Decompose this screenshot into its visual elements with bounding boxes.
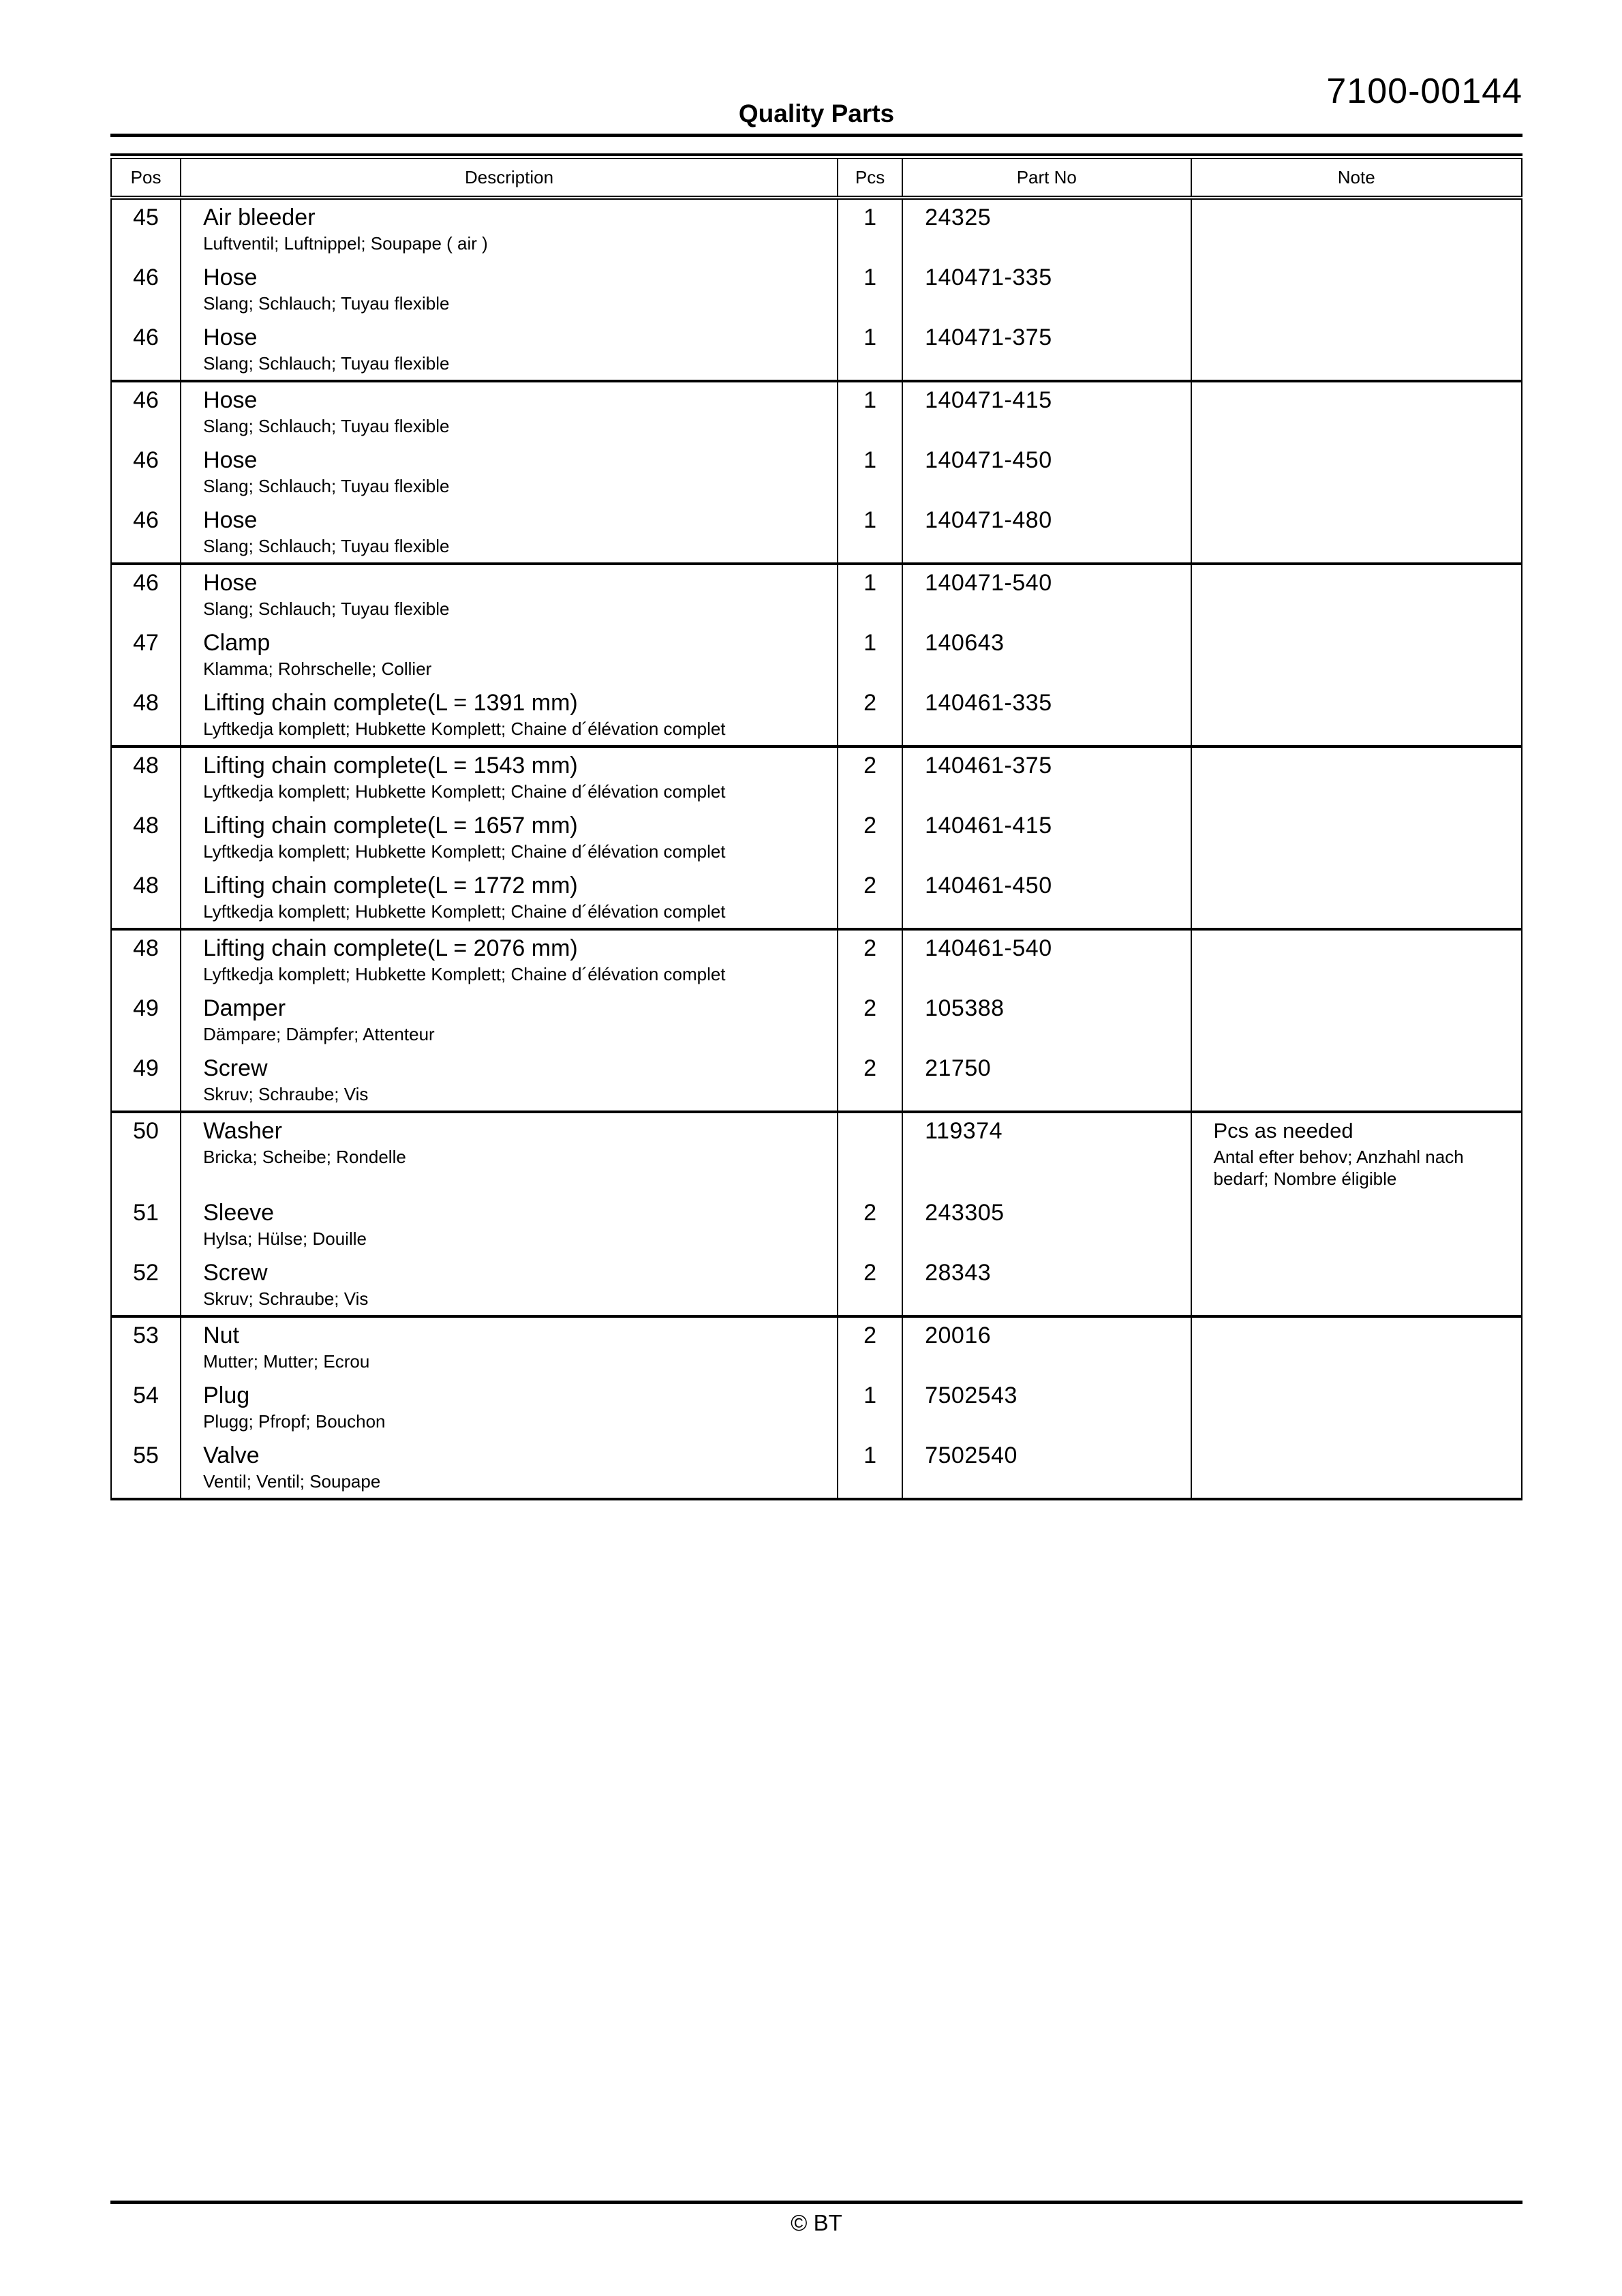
note-cell bbox=[1191, 1112, 1522, 1195]
pos-cell: 49 bbox=[133, 995, 159, 1021]
note-cell bbox=[1191, 808, 1522, 868]
column-header-pos: Pos bbox=[111, 159, 181, 198]
note-cell bbox=[1191, 381, 1522, 442]
note-cell bbox=[1191, 564, 1522, 625]
table-header-row bbox=[111, 159, 1522, 198]
note-cell bbox=[1191, 260, 1522, 320]
note-cell bbox=[1191, 625, 1522, 685]
pcs-cell: 1 bbox=[838, 564, 902, 625]
pos-cell: 53 bbox=[133, 1323, 159, 1348]
pos-cell: 52 bbox=[111, 1255, 181, 1316]
part-no-cell: 140471-375 bbox=[902, 320, 1191, 381]
pcs-cell: 2 bbox=[838, 808, 902, 868]
note-cell bbox=[1191, 746, 1522, 808]
pcs-cell: 1 bbox=[838, 625, 902, 685]
description-sub: Bricka; Scheibe; Rondelle bbox=[203, 1147, 406, 1167]
footer-rule bbox=[110, 2201, 1522, 2204]
part-no-cell: 140461-375 bbox=[902, 746, 1191, 808]
table-row bbox=[111, 808, 1522, 868]
pcs-cell: 1 bbox=[838, 502, 902, 564]
description-cell bbox=[181, 564, 838, 625]
description-cell bbox=[181, 991, 838, 1051]
part-no-cell: 7502540 bbox=[902, 1438, 1191, 1499]
pos-cell: 51 bbox=[133, 1200, 159, 1226]
note-cell bbox=[1191, 868, 1522, 929]
description-cell bbox=[181, 808, 838, 868]
note-cell bbox=[1191, 1378, 1522, 1438]
description-main: Lifting chain complete(L = 1543 mm) bbox=[203, 753, 578, 779]
description-cell bbox=[181, 1051, 838, 1112]
pcs-cell: 1 bbox=[838, 198, 902, 260]
pos-cell: 55 bbox=[133, 1442, 159, 1468]
description-cell bbox=[181, 502, 838, 564]
column-header-note: Note bbox=[1191, 159, 1522, 198]
pcs-cell: 2 bbox=[838, 929, 902, 991]
table-row bbox=[111, 1378, 1522, 1438]
description-cell bbox=[181, 1112, 838, 1195]
description-cell bbox=[181, 198, 838, 260]
note-main: Pcs as needed bbox=[1213, 1119, 1353, 1143]
description-main: Lifting chain complete(L = 2076 mm) bbox=[203, 935, 578, 961]
pos-cell: 48 bbox=[133, 935, 159, 961]
part-no-cell: 140471-415 bbox=[902, 381, 1191, 442]
description-main: Washer bbox=[203, 1118, 282, 1144]
table-row bbox=[111, 1112, 1522, 1195]
description-sub: Ventil; Ventil; Soupape bbox=[203, 1471, 381, 1492]
pcs-cell: 2 bbox=[838, 1316, 902, 1378]
pcs-cell: 1 bbox=[838, 1378, 902, 1438]
description-cell bbox=[181, 1255, 838, 1316]
pcs-cell: 1 bbox=[838, 442, 902, 502]
description-cell bbox=[181, 1195, 838, 1255]
description-main: Air bleeder bbox=[203, 205, 316, 230]
pos-cell: 49 bbox=[111, 1051, 181, 1112]
table-row bbox=[111, 1316, 1522, 1378]
description-sub: Lyftkedja komplett; Hubkette Komplett; Chaine d´élévation complet bbox=[203, 964, 726, 984]
description-sub: Slang; Schlauch; Tuyau flexible bbox=[203, 599, 450, 619]
description-sub: Klamma; Rohrschelle; Collier bbox=[203, 659, 432, 679]
description-main: Valve bbox=[203, 1442, 260, 1468]
table-row bbox=[111, 929, 1522, 991]
note-sub: Antal efter behov; Anzhahl nach bedarf; Nombre éligible bbox=[1213, 1147, 1464, 1189]
description-cell bbox=[181, 929, 838, 991]
description-cell bbox=[181, 381, 838, 442]
note-cell bbox=[1191, 442, 1522, 502]
pos-cell: 46 bbox=[111, 502, 181, 564]
column-header-pcs: Pcs bbox=[838, 159, 902, 198]
note-cell bbox=[1191, 685, 1522, 746]
part-no-cell: 119374 bbox=[902, 1112, 1191, 1195]
part-no-cell: 140461-335 bbox=[902, 685, 1191, 746]
table-row bbox=[111, 502, 1522, 564]
description-cell bbox=[181, 1316, 838, 1378]
pos-cell: 47 bbox=[133, 630, 159, 656]
description-sub: Skruv; Schraube; Vis bbox=[203, 1288, 369, 1309]
pos-cell: 46 bbox=[133, 265, 159, 290]
pcs-cell: 1 bbox=[838, 260, 902, 320]
description-cell bbox=[181, 1438, 838, 1499]
parts-table-body bbox=[111, 198, 1522, 1499]
description-cell bbox=[181, 320, 838, 381]
copyright-text: © BT bbox=[791, 2210, 842, 2235]
parts-table bbox=[110, 158, 1522, 1500]
column-header-description: Description bbox=[181, 159, 838, 198]
pcs-cell: 2 bbox=[838, 868, 902, 929]
description-main: Screw bbox=[203, 1055, 268, 1081]
description-sub: Slang; Schlauch; Tuyau flexible bbox=[203, 476, 450, 496]
pcs-cell: 2 bbox=[838, 685, 902, 746]
table-row bbox=[111, 868, 1522, 929]
note-cell bbox=[1191, 198, 1522, 260]
table-row bbox=[111, 685, 1522, 746]
pcs-cell: 2 bbox=[838, 746, 902, 808]
note-cell bbox=[1191, 502, 1522, 564]
part-no-cell: 105388 bbox=[902, 991, 1191, 1051]
pos-cell: 46 bbox=[133, 387, 159, 413]
part-no-cell: 140643 bbox=[902, 625, 1191, 685]
note-cell bbox=[1191, 1438, 1522, 1499]
part-no-cell: 140461-540 bbox=[902, 929, 1191, 991]
note-cell bbox=[1191, 1195, 1522, 1255]
description-sub: Lyftkedja komplett; Hubkette Komplett; Chaine d´élévation complet bbox=[203, 901, 726, 922]
description-main: Lifting chain complete(L = 1391 mm) bbox=[203, 690, 578, 716]
table-row bbox=[111, 1438, 1522, 1499]
part-no-cell: 28343 bbox=[902, 1255, 1191, 1316]
part-no-cell: 140471-335 bbox=[902, 260, 1191, 320]
column-header-part-no: Part No bbox=[902, 159, 1191, 198]
description-cell bbox=[181, 746, 838, 808]
pcs-cell: 1 bbox=[838, 381, 902, 442]
description-sub: Lyftkedja komplett; Hubkette Komplett; Chaine d´élévation complet bbox=[203, 841, 726, 862]
part-no-cell: 140461-450 bbox=[902, 868, 1191, 929]
description-cell bbox=[181, 260, 838, 320]
note-cell bbox=[1191, 1316, 1522, 1378]
part-no-cell: 140471-450 bbox=[902, 442, 1191, 502]
description-main: Hose bbox=[203, 387, 258, 413]
description-main: Hose bbox=[203, 324, 258, 350]
description-main: Lifting chain complete(L = 1772 mm) bbox=[203, 873, 578, 898]
pos-cell: 45 bbox=[133, 205, 159, 230]
part-no-cell: 21750 bbox=[902, 1051, 1191, 1112]
description-main: Clamp bbox=[203, 630, 271, 656]
note-cell bbox=[1191, 1051, 1522, 1112]
description-main: Hose bbox=[203, 570, 258, 596]
description-main: Hose bbox=[203, 447, 258, 473]
description-cell bbox=[181, 625, 838, 685]
pos-cell: 46 bbox=[133, 447, 159, 473]
pcs-cell: 2 bbox=[838, 1195, 902, 1255]
table-row bbox=[111, 564, 1522, 625]
part-no-cell: 140471-480 bbox=[902, 502, 1191, 564]
description-sub: Plugg; Pfropf; Bouchon bbox=[203, 1411, 386, 1432]
description-sub: Lyftkedja komplett; Hubkette Komplett; Chaine d´élévation complet bbox=[203, 719, 726, 739]
pos-cell: 48 bbox=[111, 685, 181, 746]
table-row bbox=[111, 991, 1522, 1051]
part-no-cell: 20016 bbox=[902, 1316, 1191, 1378]
description-main: Damper bbox=[203, 995, 286, 1021]
note-cell bbox=[1191, 320, 1522, 381]
part-no-cell: 140471-540 bbox=[902, 564, 1191, 625]
pos-cell: 48 bbox=[111, 868, 181, 929]
description-sub: Slang; Schlauch; Tuyau flexible bbox=[203, 353, 450, 374]
description-cell bbox=[181, 442, 838, 502]
description-main: Nut bbox=[203, 1323, 240, 1348]
pcs-cell: 1 bbox=[838, 320, 902, 381]
header-rule bbox=[110, 134, 1522, 137]
description-sub: Slang; Schlauch; Tuyau flexible bbox=[203, 293, 450, 314]
description-sub: Skruv; Schraube; Vis bbox=[203, 1084, 369, 1104]
pcs-cell: 2 bbox=[838, 991, 902, 1051]
description-main: Plug bbox=[203, 1383, 250, 1408]
description-main: Hose bbox=[203, 507, 258, 533]
description-sub: Slang; Schlauch; Tuyau flexible bbox=[203, 416, 450, 436]
table-row bbox=[111, 1195, 1522, 1255]
pos-cell: 46 bbox=[111, 320, 181, 381]
description-sub: Hylsa; Hülse; Douille bbox=[203, 1228, 367, 1249]
table-row bbox=[111, 320, 1522, 381]
description-main: Sleeve bbox=[203, 1200, 275, 1226]
table-row bbox=[111, 1051, 1522, 1112]
table-row bbox=[111, 1255, 1522, 1316]
part-no-cell: 243305 bbox=[902, 1195, 1191, 1255]
description-sub: Slang; Schlauch; Tuyau flexible bbox=[203, 536, 450, 556]
description-cell bbox=[181, 1378, 838, 1438]
pcs-cell: 1 bbox=[838, 1438, 902, 1499]
pcs-cell bbox=[838, 1112, 902, 1195]
document-header bbox=[110, 0, 1522, 153]
description-sub: Lyftkedja komplett; Hubkette Komplett; Chaine d´élévation complet bbox=[203, 781, 726, 802]
pos-cell: 54 bbox=[133, 1383, 159, 1408]
description-cell bbox=[181, 685, 838, 746]
part-no-cell: 7502543 bbox=[902, 1378, 1191, 1438]
part-no-cell: 24325 bbox=[902, 198, 1191, 260]
document-number: 7100-00144 bbox=[1326, 72, 1522, 111]
note-cell bbox=[1191, 929, 1522, 991]
pos-cell: 48 bbox=[133, 753, 159, 779]
table-row bbox=[111, 625, 1522, 685]
note-cell bbox=[1191, 1255, 1522, 1316]
pos-cell: 46 bbox=[133, 570, 159, 596]
pcs-cell: 2 bbox=[838, 1255, 902, 1316]
description-main: Screw bbox=[203, 1260, 268, 1286]
note-cell bbox=[1191, 991, 1522, 1051]
description-sub: Luftventil; Luftnippel; Soupape ( air ) bbox=[203, 233, 488, 254]
table-row bbox=[111, 198, 1522, 260]
description-sub: Mutter; Mutter; Ecrou bbox=[203, 1351, 370, 1372]
part-no-cell: 140461-415 bbox=[902, 808, 1191, 868]
table-row bbox=[111, 260, 1522, 320]
table-row bbox=[111, 746, 1522, 808]
description-main: Lifting chain complete(L = 1657 mm) bbox=[203, 813, 578, 839]
description-sub: Dämpare; Dämpfer; Attenteur bbox=[203, 1024, 435, 1044]
description-cell bbox=[181, 868, 838, 929]
table-row bbox=[111, 381, 1522, 442]
parts-table-container bbox=[110, 153, 1522, 1500]
page-title: Quality Parts bbox=[738, 100, 895, 127]
description-main: Hose bbox=[203, 265, 258, 290]
pos-cell: 50 bbox=[133, 1118, 159, 1144]
table-row bbox=[111, 442, 1522, 502]
pos-cell: 48 bbox=[133, 813, 159, 839]
pcs-cell: 2 bbox=[838, 1051, 902, 1112]
